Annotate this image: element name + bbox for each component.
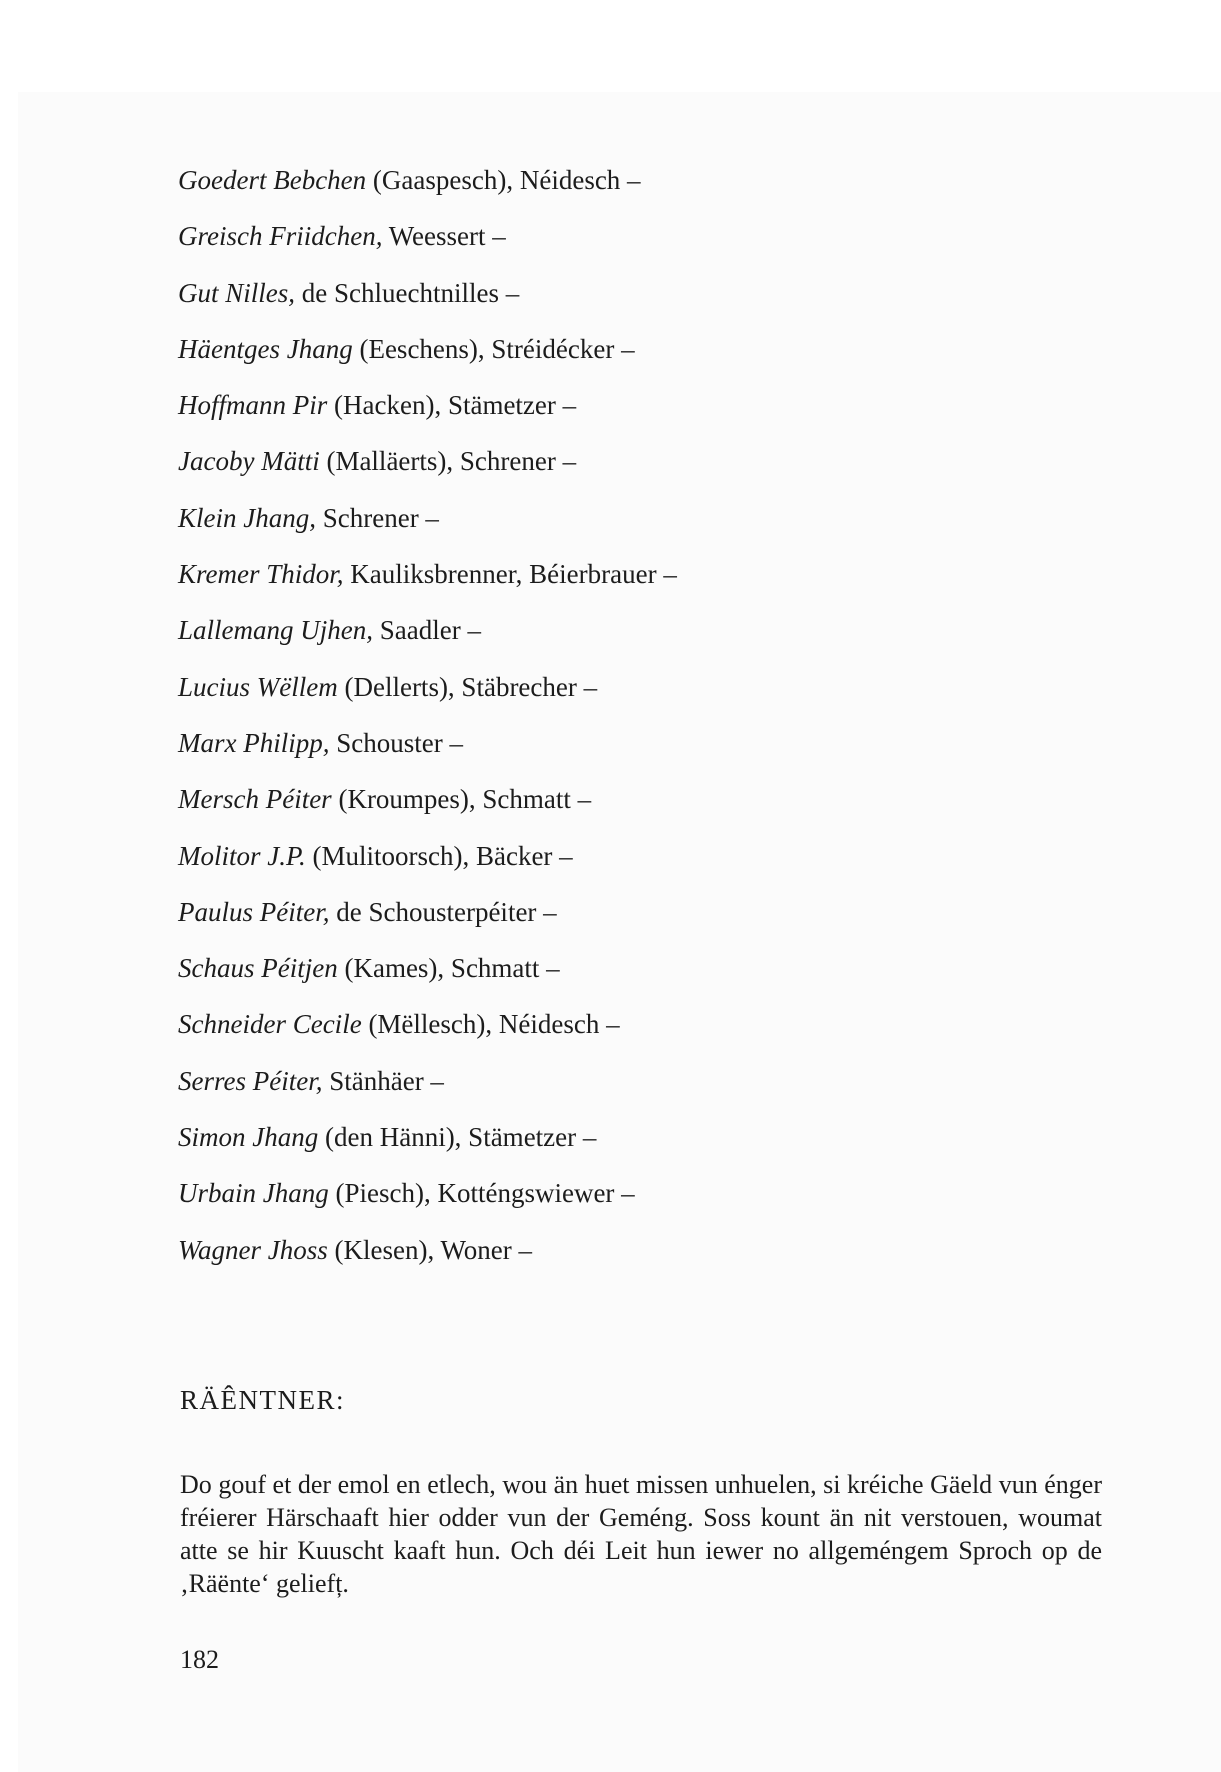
person-name: Mersch Péiter	[178, 784, 332, 815]
person-name: Greisch Friidchen,	[178, 221, 383, 252]
entry-details: (Klesen), Woner –	[327, 1234, 533, 1265]
person-name: Goedert Bebchen	[178, 165, 367, 195]
entry-details: Kauliksbrenner, Béierbrauer –	[343, 559, 677, 590]
person-name: Wagner Jhoss	[178, 1234, 328, 1265]
entry-details: (Malläerts), Schrener –	[319, 446, 577, 477]
person-name: Molitor J.P.	[178, 840, 306, 871]
list-item	[178, 546, 677, 602]
person-name: Paulus Péiter,	[178, 896, 330, 927]
entry-details: (Hacken), Stämetzer –	[327, 390, 577, 421]
person-name: Gut Nilles,	[178, 277, 296, 308]
person-name: Häentges Jhang	[178, 333, 353, 364]
list-item	[178, 940, 677, 996]
list-item	[178, 433, 677, 489]
entry-details: (Dellerts), Stäbrecher –	[337, 671, 598, 702]
body-paragraph: Do gouf et der emol en etlech, wou än huet missen unhuelen, si kréiche Gäeld vun énger fréierer Härschaaft hier odder vun der Geméng. Soss kount än nit verstouen, woumat atte se hir Kuuscht kaaft hun. Och déi Leit hun iewer no allgeméngem Sproch op de ‚Räënte‘ geliefț.	[180, 1470, 1102, 1598]
entry-details: Schrener –	[315, 502, 439, 533]
entry-details: Saadler –	[373, 615, 481, 646]
list-item	[178, 602, 677, 658]
person-name: Urbain Jhang	[178, 1178, 329, 1209]
list-item	[178, 1053, 677, 1109]
section-heading: RÄÊNTNER:	[180, 1385, 345, 1415]
entry-details: Weessert –	[382, 221, 506, 252]
list-item	[178, 659, 677, 715]
list-item	[178, 377, 677, 433]
entry-details: Stänhäer –	[322, 1065, 444, 1096]
list-item	[178, 996, 677, 1052]
list-item	[178, 208, 677, 264]
person-name: Klein Jhang,	[178, 502, 316, 533]
list-item	[178, 771, 677, 827]
page-number: 182	[180, 1645, 219, 1674]
person-name: Lucius Wëllem	[178, 671, 338, 702]
entry-details: (Gaaspesch), Néidesch –	[366, 165, 641, 195]
person-name: Kremer Thidor,	[178, 559, 344, 590]
list-item	[178, 265, 677, 321]
list-item	[178, 884, 677, 940]
person-name: Schneider Cecile	[178, 1009, 362, 1040]
person-name: Hoffmann Pir	[178, 390, 328, 421]
person-name: Simon Jhang	[178, 1122, 319, 1153]
list-item	[178, 152, 677, 208]
entry-details: de Schousterpéiter –	[329, 896, 557, 927]
person-name: Lallemang Ujhen,	[178, 615, 373, 646]
list-item	[178, 1109, 677, 1165]
list-item	[178, 1165, 677, 1221]
entry-details: de Schluechtnilles –	[295, 277, 520, 308]
entry-details: (Piesch), Kotténgswiewer –	[328, 1178, 635, 1209]
entry-details: (Kroumpes), Schmatt –	[331, 784, 592, 815]
name-list	[178, 152, 677, 1278]
person-name: Schaus Péitjen	[178, 953, 338, 984]
person-name: Marx Philipp,	[178, 727, 330, 758]
entry-details: (Eeschens), Stréidécker –	[352, 333, 635, 364]
list-item	[178, 1222, 677, 1278]
list-item	[178, 490, 677, 546]
entry-details: (Mulitoorsch), Bäcker –	[305, 840, 573, 871]
entry-details: (Kames), Schmatt –	[337, 953, 560, 984]
person-name: Jacoby Mätti	[178, 446, 320, 477]
person-name: Serres Péiter,	[178, 1065, 323, 1096]
entry-details: (Mëllesch), Néidesch –	[361, 1009, 620, 1040]
entry-details: Schouster –	[329, 727, 463, 758]
list-item	[178, 828, 677, 884]
entry-details: (den Hänni), Stämetzer –	[318, 1122, 597, 1153]
list-item	[178, 715, 677, 771]
list-item	[178, 321, 677, 377]
